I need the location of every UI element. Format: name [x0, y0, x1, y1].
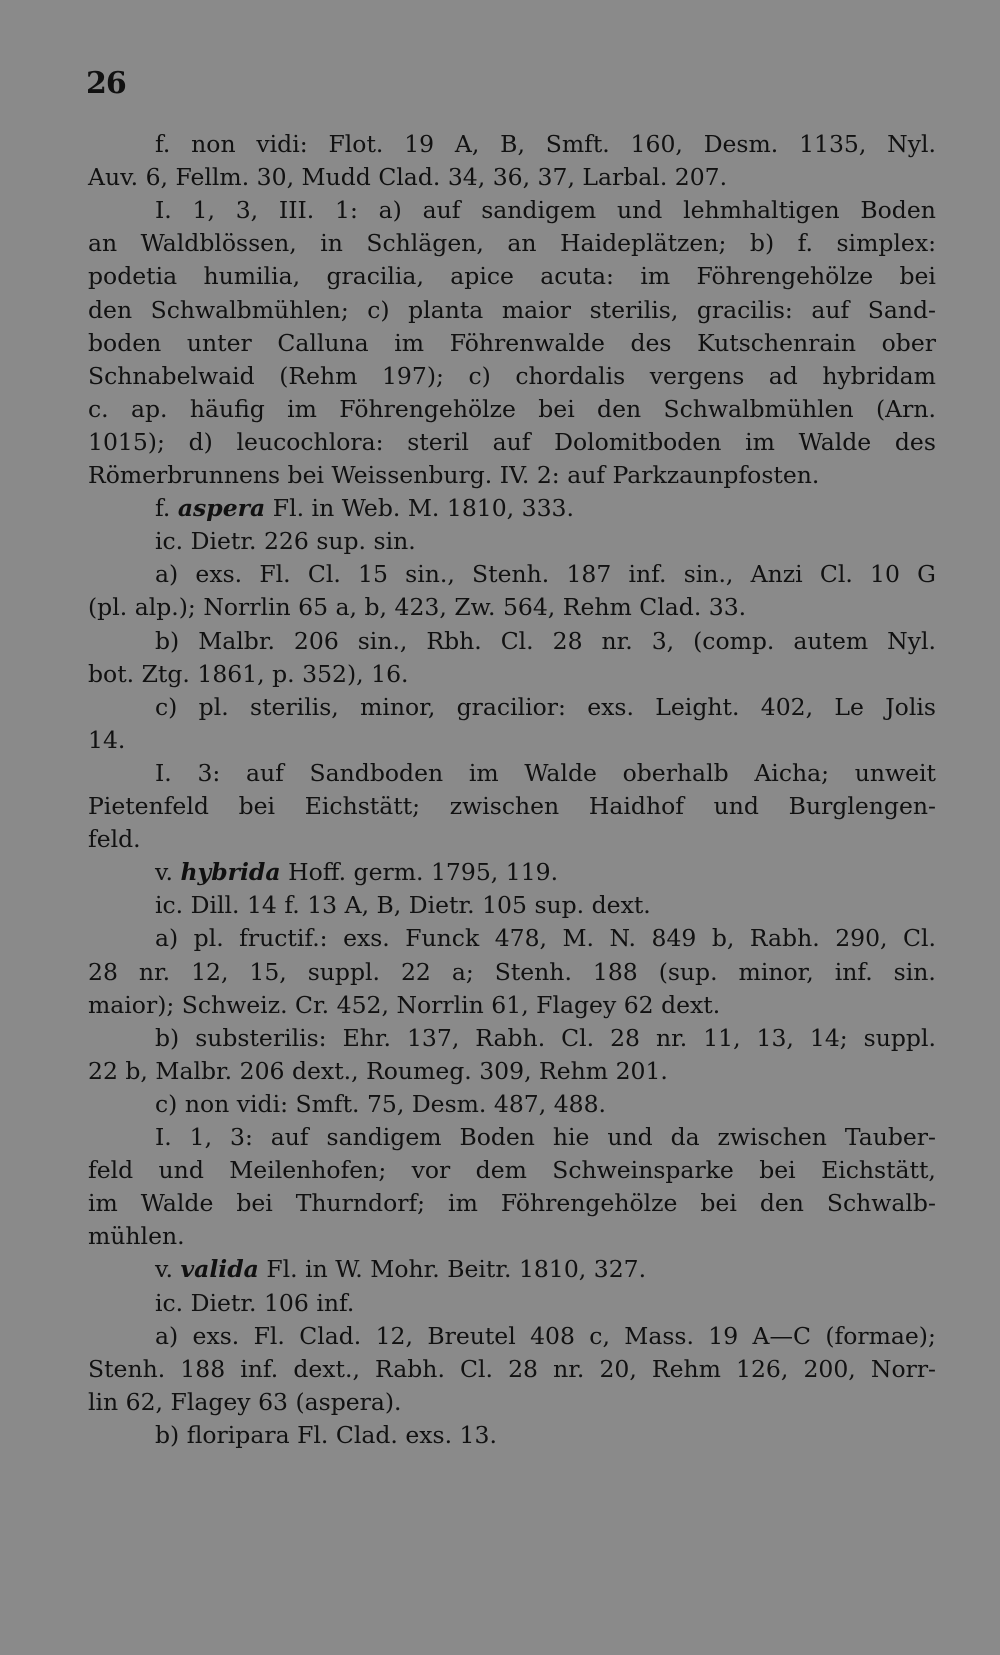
- text-line: Auv. 6, Fellm. 30, Mudd Clad. 34, 36, 37, Larbal. 207.: [88, 163, 728, 192]
- text-line: feld und Meilenhofen; vor dem Schweinsparke bei Eichstätt,: [88, 1156, 936, 1185]
- text-line: c. ap. häufig im Föhrengehölze bei den Schwalbmühlen (Arn.: [88, 394, 936, 423]
- text-line: f. aspera Fl. in Web. M. 1810, 333.: [155, 494, 574, 523]
- text-line: b) substerilis: Ehr. 137, Rabh. Cl. 28 nr. 11, 13, 14; suppl.: [155, 1023, 936, 1052]
- text-line: den Schwalbmühlen; c) planta maior sterilis, gracilis: auf Sand-: [88, 295, 936, 324]
- text-line: an Waldblössen, in Schlägen, an Haideplätzen; b) f. simplex:: [88, 229, 936, 258]
- page-number: 26: [86, 66, 126, 101]
- text-line: 22 b, Malbr. 206 dext., Roumeg. 309, Rehm 201.: [88, 1056, 668, 1085]
- text-line: Schnabelwaid (Rehm 197); c) chordalis vergens ad hybridam: [88, 361, 936, 390]
- text-line: c) non vidi: Smft. 75, Desm. 487, 488.: [155, 1089, 607, 1118]
- text-line: ic. Dietr. 106 inf.: [155, 1288, 355, 1317]
- text-line: (pl. alp.); Norrlin 65 a, b, 423, Zw. 564, Rehm Clad. 33.: [88, 593, 747, 622]
- text-line: f. non vidi: Flot. 19 A, B, Smft. 160, Desm. 1135, Nyl.: [155, 130, 936, 158]
- text-line: ic. Dietr. 226 sup. sin.: [155, 527, 416, 556]
- text-line: a) exs. Fl. Clad. 12, Breutel 408 c, Mass. 19 A—C (formae);: [155, 1321, 936, 1350]
- text-line: b) floripara Fl. Clad. exs. 13.: [155, 1420, 497, 1449]
- text-line: Römerbrunnens bei Weissenburg. IV. 2: auf Parkzaunpfosten.: [88, 461, 820, 489]
- text-line: 14.: [88, 725, 126, 754]
- text-line: bot. Ztg. 1861, p. 352), 16.: [88, 659, 409, 688]
- text-line: im Walde bei Thurndorf; im Föhrengehölze bei den Schwalb-: [88, 1189, 936, 1218]
- text-line: maior); Schweiz. Cr. 452, Norrlin 61, Flagey 62 dext.: [88, 990, 721, 1019]
- text-line: mühlen.: [88, 1222, 185, 1251]
- text-line: 1015); d) leucochlora: steril auf Dolomitboden im Walde des: [88, 427, 936, 456]
- text-line: podetia humilia, gracilia, apice acuta: im Föhrengehölze bei: [88, 262, 936, 291]
- text-line: a) exs. Fl. Cl. 15 sin., Stenh. 187 inf. sin., Anzi Cl. 10 G: [155, 560, 936, 589]
- text-line: ic. Dill. 14 f. 13 A, B, Dietr. 105 sup. dext.: [155, 891, 651, 920]
- text-line: b) Malbr. 206 sin., Rbh. Cl. 28 nr. 3, (comp. autem Nyl.: [155, 626, 936, 655]
- text-line: c) pl. sterilis, minor, gracilior: exs. Leight. 402, Le Jolis: [155, 692, 936, 721]
- text-line: lin 62, Flagey 63 (aspera).: [88, 1387, 402, 1416]
- text-line: v. hybrida Hoff. germ. 1795, 119.: [155, 858, 559, 887]
- text-line: I. 1, 3: auf sandigem Boden hie und da zwischen Tauber-: [155, 1123, 936, 1151]
- text-line: I. 1, 3, III. 1: a) auf sandigem und lehmhaltigen Boden: [155, 196, 936, 225]
- text-line: I. 3: auf Sandboden im Walde oberhalb Aicha; unweit: [155, 758, 936, 787]
- text-line: feld.: [88, 825, 141, 854]
- text-line: 28 nr. 12, 15, suppl. 22 a; Stenh. 188 (sup. minor, inf. sin.: [88, 957, 936, 986]
- text-line: boden unter Calluna im Föhrenwalde des Kutschenrain ober: [88, 328, 936, 357]
- text-line: Stenh. 188 inf. dext., Rabh. Cl. 28 nr. 20, Rehm 126, 200, Norr-: [88, 1354, 936, 1383]
- text-line: Pietenfeld bei Eichstätt; zwischen Haidhof und Burglengen-: [88, 792, 936, 820]
- text-line: v. valida Fl. in W. Mohr. Beitr. 1810, 327.: [155, 1255, 647, 1284]
- text-line: a) pl. fructif.: exs. Funck 478, M. N. 849 b, Rabh. 290, Cl.: [155, 924, 936, 953]
